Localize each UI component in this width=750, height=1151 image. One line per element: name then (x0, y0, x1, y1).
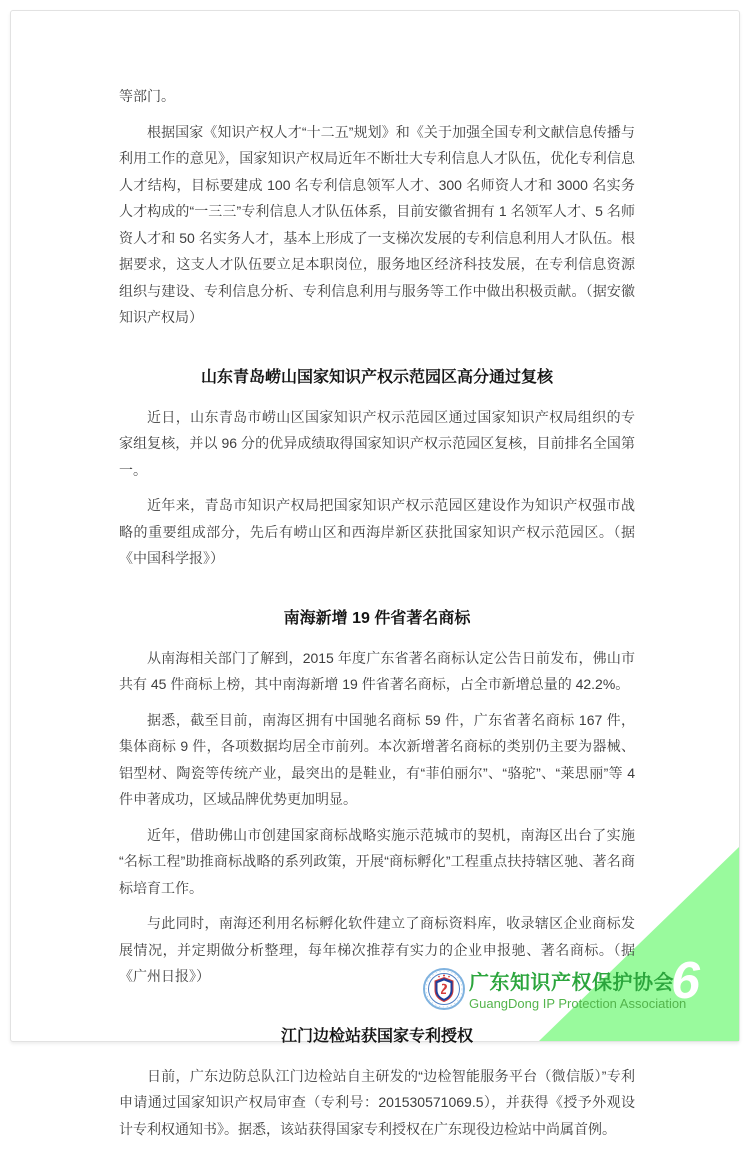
paragraph: 日前，广东边防总队江门边检站自主研发的“边检智能服务平台（微信版）”专利申请通过国家知识产权局审查（专利号：201530571069.5），并获得《授予外观设计专利权通知书》。据悉，该站获得国家专利授权在广东现役边检站中尚属首例。 (119, 1067, 635, 1137)
association-emblem-icon (423, 968, 465, 1010)
section-heading-jiangmen: 江门边检站获国家专利授权 (280, 1027, 473, 1045)
paragraph: 从南海相关部门了解到，2015 年度广东省著名商标认定公告日前发布，佛山市共有 45 件商标上榜，其中南海新增 19 件省著名商标，占全市新增总量的 42.2%。 (119, 649, 635, 692)
paragraph: 近日，山东青岛市崂山区国家知识产权示范园区通过国家知识产权局组织的专家组复核，并以 96 分的优异成绩取得国家知识产权示范园区复核，目前排名全国第一。 (119, 408, 635, 478)
org-name-cn: 广东知识产权保护协会 (469, 972, 674, 994)
section-heading-qingdao: 山东青岛崂山国家知识产权示范园区高分通过复核 (200, 368, 553, 386)
org-name-en: GuangDong IP Protection Association (469, 996, 687, 1011)
document-page (10, 10, 740, 1137)
continuation-paragraph: 等部门。 (119, 88, 175, 104)
org-names (469, 971, 689, 1013)
paragraph: 近年来，青岛市知识产权局把国家知识产权示范园区建设作为知识产权强市战略的重要组成部分，先后有崂山区和西海岸新区获批国家知识产权示范园区。（据《中国科学报》） (119, 497, 635, 566)
paragraph: 与此同时，南海还利用名标孵化软件建立了商标资料库，收录辖区企业商标发展情况，并定期做分析整理，每年梯次推荐有实力的企业申报驰、著名商标。（据《广州日报》） (119, 915, 635, 984)
page-footer (11, 952, 739, 1029)
paragraph: 近年，借助佛山市创建国家商标战略实施示范城市的契机，南海区出台了实施“名标工程”助推商标战略的系列政策，开展“商标孵化”工程重点扶持辖区驰、著名商标培育工作。 (119, 826, 635, 896)
section-heading-nanhai: 南海新增 19 件省著名商标 (283, 609, 471, 627)
page-number: 6 (671, 952, 700, 1010)
paragraph: 据悉，截至目前，南海区拥有中国驰名商标 59 件，广东省著名商标 167 件，集体商标 9 件，各项数据均居全市前列。本次新增著名商标的类别仍主要为器械、铝型材、陶瓷等传统产业，最突出的是鞋业，有“菲伯丽尔”、“骆驼”、“莱思丽”等 4 件申著成功，区域品牌优势更加明显。 (119, 711, 635, 807)
paragraph: 根据国家《知识产权人才“十二五”规划》和《关于加强全国专利文献信息传播与利用工作的意见》，国家知识产权局近年不断壮大专利信息人才队伍，优化专利信息人才结构，目标要建成 100 名专利信息领军人才、300 名师资人才和 3000 名实务人才构成的“一三三”专利信息人才队伍体系，目前安徽省拥有 1 名领军人才、5 名师资人才和 50 名实务人才，基本上形成了一支梯次发展的专利信息利用人才队伍。根据要求，这支人才队伍要立足本职岗位，服务地区经济科技发展，在专利信息资源组织与建设、专利信息分析、专利信息利用与服务等工作中做出积极贡献。（据安徽知识产权局） (119, 123, 635, 325)
